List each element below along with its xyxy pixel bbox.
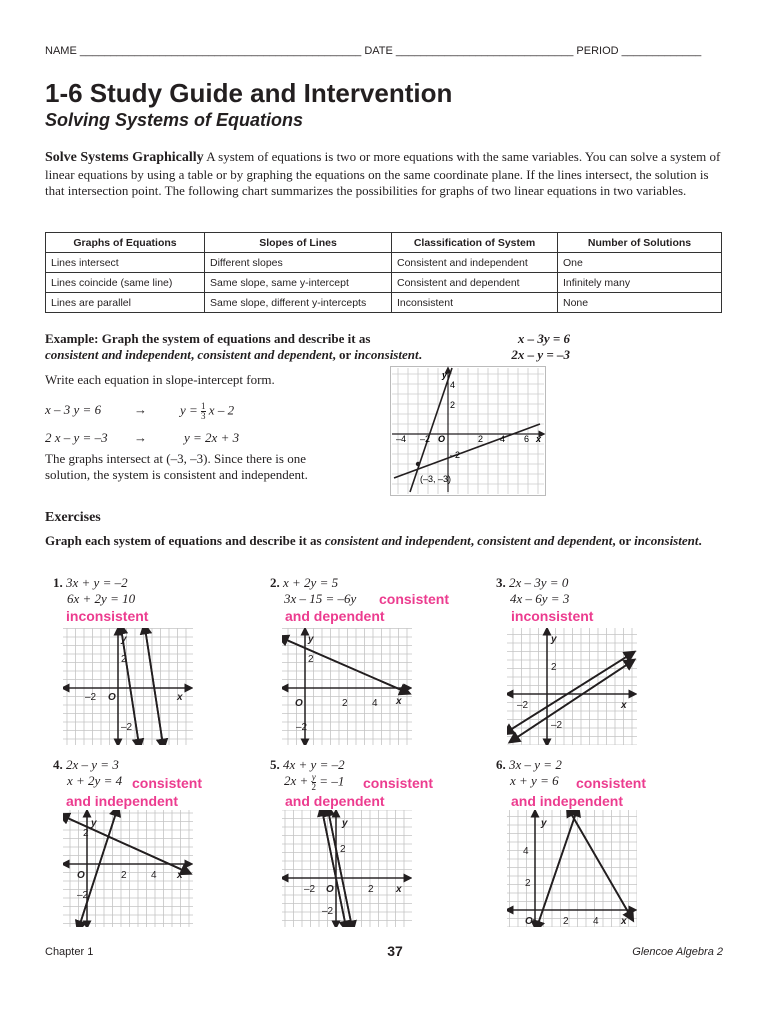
- tick-label: 2: [478, 434, 484, 444]
- exercise-graph-6: [507, 810, 637, 927]
- graph-label: –2: [121, 722, 133, 733]
- problem-eq: 3x + y = –2: [66, 575, 128, 590]
- y-axis-label: y: [442, 370, 448, 380]
- prompt-sep: .: [418, 347, 422, 362]
- date-blank[interactable]: _____________________________: [395, 45, 574, 57]
- tick-label: 6: [524, 434, 530, 444]
- fraction-num: 1: [201, 401, 206, 411]
- problem-number: 5.: [270, 757, 280, 772]
- problem-number: 1.: [53, 575, 63, 590]
- graph-label: y: [541, 818, 547, 829]
- prompt-term: inconsistent: [354, 347, 419, 362]
- instr-text: .: [698, 533, 702, 548]
- graph-label: x: [396, 884, 402, 895]
- graph-label: 2: [342, 698, 348, 709]
- example-eq2: 2x – y = –3: [511, 347, 570, 362]
- example-eq1: x – 3y = 6: [517, 331, 570, 346]
- header-fields: [45, 45, 725, 57]
- answer-6-line2: and independent: [511, 793, 623, 809]
- answer-5-line1: consistent: [363, 775, 434, 791]
- table-cell: Consistent and dependent: [392, 273, 558, 293]
- graph-label: –2: [322, 906, 334, 917]
- point-label: (–3, –3): [420, 474, 452, 484]
- instr-term: inconsistent: [634, 533, 699, 548]
- instr-term: consistent and dependent: [477, 533, 613, 548]
- period-blank[interactable]: _____________: [621, 45, 702, 57]
- graph-label: 2: [121, 870, 127, 881]
- problem-5: [270, 757, 345, 792]
- answer-6-line1: consistent: [576, 775, 647, 791]
- tick-label: 4: [500, 434, 506, 444]
- table-header: Classification of System: [392, 233, 558, 253]
- graph-label: y: [342, 818, 348, 829]
- instr-term: consistent and independent: [324, 533, 471, 548]
- answer-2-line1: consistent: [379, 591, 450, 607]
- intersection-point: [416, 462, 420, 466]
- exercise-graph-1: [63, 628, 193, 745]
- tick-label: –2: [450, 450, 461, 460]
- fraction: [312, 773, 317, 792]
- instr-text: Graph each system of equations and describe it as: [45, 533, 325, 548]
- table-cell: Lines intersect: [46, 253, 205, 273]
- exercises-heading: Exercises: [45, 510, 101, 525]
- problem-eq: 4x – 6y = 3: [510, 591, 570, 606]
- prompt-term: consistent and independent: [45, 347, 191, 362]
- problem-eq: 2x +: [284, 773, 309, 789]
- answer-1: inconsistent: [66, 608, 149, 624]
- tick-label: 2: [450, 400, 456, 410]
- table-row: [46, 293, 722, 313]
- table-cell: Inconsistent: [392, 293, 558, 313]
- problem-eq: 2x – 3y = 0: [509, 575, 569, 590]
- graph-label: 2: [551, 662, 557, 673]
- conclusion-line: solution, the system is consistent and independent.: [45, 467, 308, 482]
- graph-label: 4: [151, 870, 157, 881]
- solution-line: [507, 654, 631, 732]
- instr-text: ,: [470, 533, 478, 548]
- table-header: Number of Solutions: [558, 233, 722, 253]
- answer-5-line2: and dependent: [285, 793, 385, 809]
- page-number: 37: [387, 943, 403, 959]
- graph-label: 4: [372, 698, 378, 709]
- footer-book: Glencoe Algebra 2: [632, 946, 723, 958]
- fraction-num: y: [311, 772, 316, 782]
- arrow-icon: →: [134, 430, 147, 445]
- exercise-graph-4: [63, 810, 193, 927]
- tick-label: –2: [420, 434, 431, 444]
- problem-eq: 3x – 15 = –6y: [284, 591, 357, 606]
- graph-label: 2: [121, 654, 127, 665]
- graph-label: y: [91, 818, 97, 829]
- graph-label: –2: [85, 692, 97, 703]
- conclusion-line: The graphs intersect at (–3, –3). Since there is one: [45, 451, 306, 466]
- table-cell: Consistent and independent: [392, 253, 558, 273]
- answer-4-line2: and independent: [66, 793, 178, 809]
- graph-label: –2: [304, 884, 316, 895]
- problem-6: [496, 757, 562, 789]
- table-cell: Lines are parallel: [46, 293, 205, 313]
- problem-eq: = –1: [319, 773, 345, 789]
- prompt-term: consistent and dependent: [197, 347, 333, 362]
- graph-label: O: [326, 884, 334, 895]
- problem-eq: x + 2y = 5: [283, 575, 339, 590]
- name-blank[interactable]: ______________________________________________: [79, 45, 362, 57]
- graph-grid: [507, 628, 637, 745]
- example-step: Write each equation in slope-intercept form.: [45, 372, 275, 387]
- table-row: [46, 253, 722, 273]
- graph-label: 4: [593, 916, 599, 927]
- instr-text: , or: [612, 533, 635, 548]
- exercise-graph-5: [282, 810, 412, 927]
- name-label: NAME: [45, 45, 77, 57]
- graph-label: –2: [296, 722, 308, 733]
- graph-label: 2: [563, 916, 569, 927]
- graph-label: x: [621, 916, 627, 927]
- answer-2-line2: and dependent: [285, 608, 385, 624]
- table-row: [46, 273, 722, 293]
- page-subtitle: Solving Systems of Equations: [45, 110, 304, 130]
- graph-label: –2: [77, 890, 89, 901]
- problem-2: [270, 575, 356, 607]
- table-cell: None: [558, 293, 722, 313]
- graph-label: x: [177, 870, 183, 881]
- graph-label: x: [396, 696, 402, 707]
- example-system: [490, 331, 570, 363]
- prompt-sep: , or: [332, 347, 355, 362]
- graph-label: y: [121, 634, 127, 645]
- table-header: Graphs of Equations: [46, 233, 205, 253]
- intro-body: A system of equations is two or more equations with the same variables. You can solve a system of linear equations by using a table or by graphing the equations on the same coordinate plane. If the lines intersect, the solution is that intersection point. The following chart summarizes the possibilities for graphs of two linear equations in two variables.: [45, 149, 721, 198]
- fraction-den: 3: [201, 411, 206, 421]
- graph-label: 2: [308, 654, 314, 665]
- problem-eq: x + 2y = 4: [67, 773, 123, 788]
- example-prompt: [45, 331, 565, 363]
- graph-label: x: [177, 692, 183, 703]
- graph-label: O: [525, 916, 533, 927]
- example-row1-right: [180, 402, 234, 421]
- problem-3: [496, 575, 569, 607]
- tick-label: –4: [396, 434, 407, 444]
- problem-1: [53, 575, 135, 607]
- graph-label: y: [308, 634, 314, 645]
- intro-lead: Solve Systems Graphically: [45, 150, 204, 165]
- graph-label: O: [108, 692, 116, 703]
- arrow-icon: →: [134, 402, 147, 417]
- exercise-graph-2: [282, 628, 412, 745]
- graph-label: 2: [368, 884, 374, 895]
- graph-label: O: [295, 698, 303, 709]
- problem-number: 2.: [270, 575, 280, 590]
- problem-eq: 6x + 2y = 10: [67, 591, 136, 606]
- fraction-den: 2: [311, 782, 317, 792]
- example-graph: [390, 366, 546, 496]
- footer-chapter: Chapter 1: [45, 946, 94, 958]
- table-cell: Different slopes: [205, 253, 392, 273]
- problem-eq: 3x – y = 2: [509, 757, 562, 772]
- row1-right-b: x – 2: [208, 402, 235, 418]
- fraction: [201, 402, 206, 421]
- page-title: 1-6 Study Guide and Intervention: [45, 78, 453, 108]
- table-header: Slopes of Lines: [205, 233, 392, 253]
- prompt-sep: ,: [190, 347, 198, 362]
- example-row1-left: x – 3 y = 6: [45, 402, 102, 417]
- example-prompt-line1: Graph the system of equations and describe it as: [101, 331, 371, 346]
- graph-label: –2: [517, 700, 529, 711]
- problem-eq: x + y = 6: [510, 773, 559, 788]
- graph-label: 2: [83, 828, 89, 839]
- table-header-row: [46, 233, 722, 253]
- graph-label: –2: [551, 720, 563, 731]
- problem-number: 3.: [496, 575, 506, 590]
- example-conclusion: [45, 451, 308, 483]
- period-label: PERIOD: [576, 45, 619, 57]
- problem-eq: 2x – y = 3: [66, 757, 119, 772]
- intro-paragraph: [45, 149, 725, 200]
- problem-4: [53, 757, 122, 789]
- problem-number: 4.: [53, 757, 63, 772]
- problem-number: 6.: [496, 757, 506, 772]
- problem-eq: 4x + y = –2: [283, 757, 345, 772]
- example-label: Example:: [45, 331, 99, 346]
- solution-line: [569, 810, 631, 917]
- table-cell: Same slope, different y-intercepts: [205, 293, 392, 313]
- table-cell: Infinitely many: [558, 273, 722, 293]
- graph-label: 2: [340, 844, 346, 855]
- table-cell: Same slope, same y-intercept: [205, 273, 392, 293]
- graph-label: y: [551, 634, 557, 645]
- answer-4-line1: consistent: [132, 775, 203, 791]
- tick-label: 4: [450, 380, 456, 390]
- graph-label: x: [621, 700, 627, 711]
- example-row2-right: y = 2x + 3: [184, 430, 240, 445]
- row1-right-a: y =: [180, 402, 198, 418]
- origin-label: O: [438, 434, 446, 444]
- summary-table: [45, 232, 722, 313]
- table-cell: Lines coincide (same line): [46, 273, 205, 293]
- date-label: DATE: [364, 45, 393, 57]
- x-axis-label: x: [536, 434, 542, 444]
- solution-line: [282, 638, 406, 692]
- example-row2-left: 2 x – y = –3: [45, 430, 108, 445]
- graph-label: 4: [523, 846, 529, 857]
- exercises-instructions: [45, 533, 725, 549]
- graph-label: 2: [525, 878, 531, 889]
- table-cell: One: [558, 253, 722, 273]
- exercise-graph-3: [507, 628, 637, 745]
- graph-label: O: [77, 870, 85, 881]
- answer-3: inconsistent: [511, 608, 594, 624]
